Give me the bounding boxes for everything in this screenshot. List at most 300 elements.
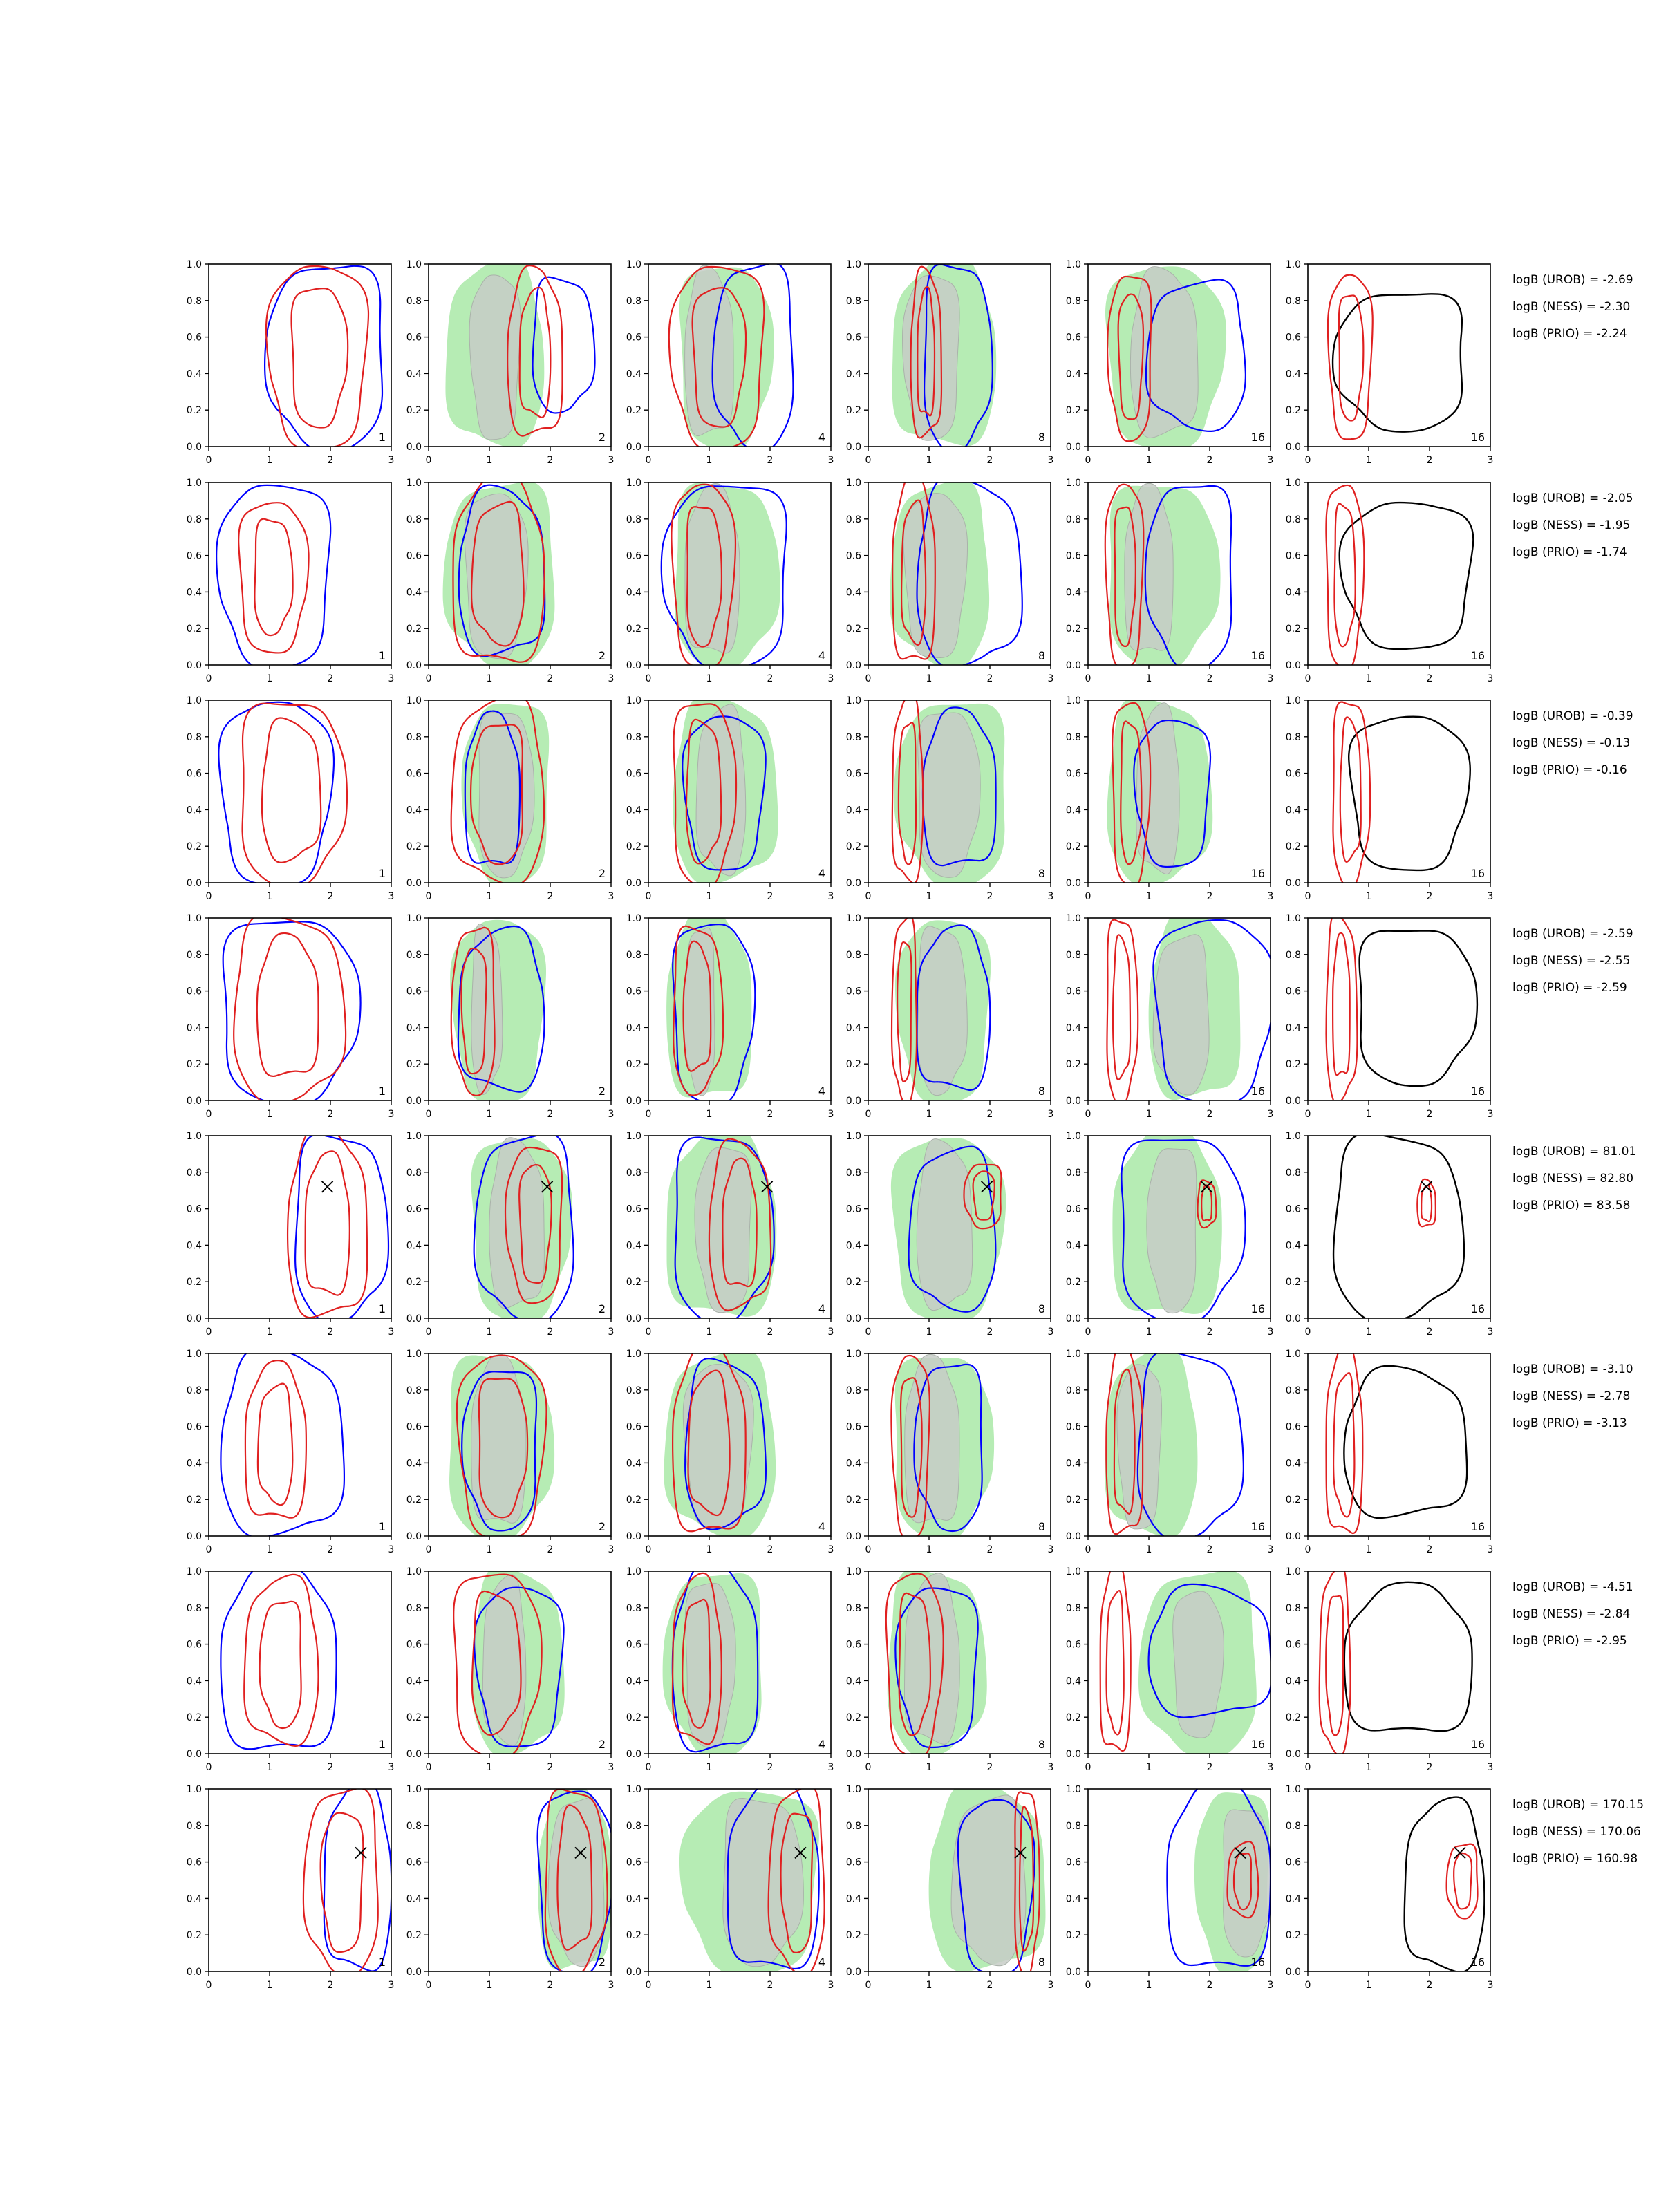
y-tick-label: 0.8 <box>845 949 861 961</box>
x-tick-label: 1 <box>706 1327 713 1338</box>
y-tick-label: 0.2 <box>1065 841 1081 853</box>
x-tick-label: 3 <box>388 1109 395 1120</box>
y-tick-label: 0.2 <box>1065 1930 1081 1942</box>
subplot-r1-c1 <box>187 259 395 466</box>
column-number: 2 <box>598 1520 606 1533</box>
y-tick-label: 0.6 <box>1065 1639 1081 1651</box>
y-tick-label: 0.6 <box>1065 332 1081 344</box>
y-tick-label: 1.0 <box>1065 1131 1081 1142</box>
x-tick-label: 2 <box>547 1762 554 1773</box>
x-tick-label: 3 <box>1487 891 1494 902</box>
x-tick-label: 2 <box>327 673 334 684</box>
y-tick-label: 0.4 <box>1285 1022 1301 1034</box>
y-tick-label: 0.2 <box>406 1277 422 1288</box>
y-tick-label: 0.4 <box>626 587 641 599</box>
column-number: 8 <box>1038 1738 1045 1751</box>
y-tick-label: 0.6 <box>406 986 422 997</box>
y-tick-label: 0.6 <box>406 1639 422 1651</box>
x-tick-label: 1 <box>1145 1762 1152 1773</box>
column-number: 1 <box>378 431 386 444</box>
y-tick-label: 0.8 <box>1065 1385 1081 1396</box>
y-tick-label: 0.2 <box>406 624 422 635</box>
y-tick-label: 0.0 <box>1285 660 1301 671</box>
x-tick-label: 3 <box>827 891 834 902</box>
y-tick-label: 0.6 <box>626 1857 641 1868</box>
y-tick-label: 0.6 <box>406 1203 422 1215</box>
y-tick-label: 0.2 <box>1065 1059 1081 1071</box>
y-tick-label: 1.0 <box>186 1566 202 1577</box>
y-tick-label: 0.2 <box>845 405 861 417</box>
y-tick-label: 1.0 <box>186 1349 202 1360</box>
subplot-r1-c3 <box>626 259 834 466</box>
red-contour-outer <box>1107 920 1138 1105</box>
x-tick-label: 2 <box>327 1327 334 1338</box>
y-tick-label: 0.2 <box>845 1059 861 1071</box>
y-tick-label: 0.0 <box>626 442 641 453</box>
y-tick-label: 1.0 <box>626 1349 641 1360</box>
column-number: 16 <box>1250 1956 1265 1969</box>
y-tick-label: 0.6 <box>845 332 861 344</box>
y-tick-label: 0.0 <box>186 1531 202 1542</box>
x-tick-label: 1 <box>266 1762 273 1773</box>
subplot-r7-c5 <box>1066 1562 1274 1773</box>
y-tick-label: 1.0 <box>186 478 202 489</box>
x-tick-label: 1 <box>486 1544 493 1555</box>
x-tick-label: 1 <box>926 1327 932 1338</box>
y-tick-label: 0.2 <box>845 1930 861 1942</box>
y-tick-label: 1.0 <box>845 1131 861 1142</box>
y-tick-label: 0.6 <box>186 1421 202 1433</box>
y-tick-label: 1.0 <box>1285 1131 1301 1142</box>
x-tick-label: 1 <box>486 673 493 684</box>
y-tick-label: 0.8 <box>1065 1820 1081 1832</box>
column-number: 16 <box>1470 867 1485 880</box>
y-tick-label: 0.0 <box>186 878 202 889</box>
x-tick-label: 3 <box>827 1544 834 1555</box>
x-tick-label: 1 <box>266 1109 273 1120</box>
x-tick-label: 3 <box>1047 673 1054 684</box>
plot-area <box>218 702 347 888</box>
logb-stat: logB (UROB) = -0.39 <box>1512 709 1633 723</box>
x-tick-label: 3 <box>1487 1544 1494 1555</box>
y-tick-label: 0.4 <box>626 805 641 816</box>
y-tick-label: 0.6 <box>186 986 202 997</box>
x-tick-label: 2 <box>1426 1544 1433 1555</box>
y-tick-label: 0.8 <box>1065 1602 1081 1614</box>
y-tick-label: 0.0 <box>626 1313 641 1324</box>
subplot-r8-c6 <box>1286 1784 1494 1991</box>
y-tick-label: 0.2 <box>1285 405 1301 417</box>
plot-area <box>1107 697 1212 887</box>
y-tick-label: 0.8 <box>406 731 422 743</box>
x-tick-label: 0 <box>1304 1762 1311 1773</box>
y-tick-label: 0.6 <box>1285 1857 1301 1868</box>
x-tick-label: 2 <box>1206 1762 1213 1773</box>
subplot-r3-c3 <box>626 695 834 902</box>
x-tick-label: 1 <box>1145 1109 1152 1120</box>
column-number: 1 <box>378 1302 386 1315</box>
black-contour <box>1360 930 1477 1086</box>
plot-area <box>891 1138 1006 1321</box>
logb-stat: logB (NESS) = 170.06 <box>1512 1825 1641 1839</box>
subplot-r8-c1 <box>187 1781 395 1991</box>
subplot-r5-c1 <box>187 1127 395 1338</box>
y-tick-label: 0.6 <box>626 1421 641 1433</box>
y-tick-label: 1.0 <box>626 1784 641 1795</box>
logb-stat: logB (PRIO) = 160.98 <box>1512 1852 1638 1866</box>
x-tick-label: 0 <box>865 1109 872 1120</box>
subplot-r2-c1 <box>187 478 395 684</box>
plot-area <box>1326 485 1473 668</box>
y-tick-label: 0.2 <box>186 1494 202 1506</box>
plot-area <box>664 1344 776 1539</box>
column-number: 8 <box>1038 867 1045 880</box>
y-tick-label: 0.4 <box>1285 1240 1301 1252</box>
x-tick-label: 2 <box>1426 1980 1433 1991</box>
subplot-r5-c5 <box>1066 1127 1274 1338</box>
y-tick-label: 0.4 <box>1285 1676 1301 1687</box>
x-tick-label: 2 <box>767 1327 774 1338</box>
logb-stat: logB (NESS) = 82.80 <box>1512 1172 1634 1185</box>
logb-stat: logB (NESS) = -2.55 <box>1512 954 1631 968</box>
x-tick-label: 0 <box>1085 1544 1091 1555</box>
y-tick-label: 0.4 <box>1285 805 1301 816</box>
y-tick-label: 1.0 <box>845 695 861 706</box>
x-tick-label: 2 <box>547 1544 554 1555</box>
y-tick-label: 0.0 <box>406 1096 422 1107</box>
plot-area <box>679 1780 825 1975</box>
column-number: 16 <box>1470 1085 1485 1098</box>
y-tick-label: 0.0 <box>406 442 422 453</box>
y-tick-label: 1.0 <box>1285 1566 1301 1577</box>
plot-area <box>288 1127 388 1322</box>
column-number: 2 <box>598 867 606 880</box>
x-tick-label: 2 <box>986 891 993 902</box>
logb-stat: logB (UROB) = -2.59 <box>1512 927 1633 941</box>
x-tick-label: 0 <box>425 891 432 902</box>
y-tick-label: 0.2 <box>1285 1494 1301 1506</box>
x-tick-label: 2 <box>986 1980 993 1991</box>
y-tick-label: 0.4 <box>406 805 422 816</box>
x-tick-label: 1 <box>706 891 713 902</box>
x-tick-label: 3 <box>388 673 395 684</box>
y-tick-label: 0.2 <box>406 405 422 417</box>
x-tick-label: 0 <box>425 673 432 684</box>
plot-area <box>1333 702 1470 888</box>
x-tick-label: 1 <box>486 1327 493 1338</box>
logb-stat: logB (PRIO) = -3.13 <box>1512 1416 1627 1430</box>
y-tick-label: 0.2 <box>406 1059 422 1071</box>
y-tick-label: 0.2 <box>1065 405 1081 417</box>
x-tick-label: 3 <box>388 891 395 902</box>
y-tick-label: 0.0 <box>845 442 861 453</box>
plot-area <box>221 1562 336 1749</box>
subplot-r5-c2 <box>406 1131 615 1338</box>
column-number: 1 <box>378 1956 386 1969</box>
y-tick-label: 0.8 <box>1285 1385 1301 1396</box>
x-tick-label: 1 <box>926 891 932 902</box>
x-tick-label: 3 <box>388 1980 395 1991</box>
axes-frame <box>1308 1353 1490 1536</box>
y-tick-label: 1.0 <box>186 695 202 706</box>
x-tick-label: 3 <box>827 673 834 684</box>
plot-area <box>1405 1797 1485 1972</box>
y-tick-label: 0.0 <box>186 1313 202 1324</box>
x-tick-label: 1 <box>486 891 493 902</box>
subplot-r1-c6 <box>1286 259 1494 466</box>
x-tick-label: 1 <box>1365 1109 1372 1120</box>
subplot-r5-c6 <box>1286 1131 1494 1338</box>
plot-area <box>892 256 997 451</box>
x-tick-label: 3 <box>1267 891 1274 902</box>
column-number: 8 <box>1038 1520 1045 1533</box>
y-tick-label: 1.0 <box>626 1131 641 1142</box>
blue-contour <box>324 1781 391 1971</box>
x-tick-label: 0 <box>645 891 652 902</box>
y-tick-label: 0.4 <box>406 1893 422 1905</box>
x-tick-label: 3 <box>1047 1544 1054 1555</box>
x-tick-label: 0 <box>1085 1327 1091 1338</box>
logb-stat: logB (UROB) = -2.69 <box>1512 273 1633 287</box>
black-contour <box>1344 1582 1472 1731</box>
x-tick-label: 0 <box>645 1327 652 1338</box>
y-tick-label: 0.8 <box>1065 514 1081 525</box>
x-tick-label: 0 <box>425 1980 432 1991</box>
axes-frame <box>1308 1571 1490 1754</box>
logb-stat: logB (NESS) = -2.78 <box>1512 1389 1631 1403</box>
x-tick-label: 3 <box>827 1109 834 1120</box>
y-tick-label: 1.0 <box>845 1566 861 1577</box>
x-tick-label: 0 <box>865 891 872 902</box>
y-tick-label: 0.0 <box>1065 1749 1081 1760</box>
subplot-r8-c5 <box>1066 1780 1274 1991</box>
plot-area <box>216 485 330 668</box>
plot-area <box>1105 266 1246 449</box>
plot-area <box>892 693 1005 887</box>
y-tick-label: 0.8 <box>1285 1602 1301 1614</box>
column-number: 1 <box>378 1520 386 1533</box>
y-tick-label: 0.4 <box>845 1676 861 1687</box>
x-tick-label: 3 <box>608 1327 615 1338</box>
subplot-r3-c6 <box>1286 695 1494 902</box>
x-tick-label: 1 <box>1365 1544 1372 1555</box>
y-tick-label: 1.0 <box>406 1784 422 1795</box>
plot-area <box>1100 1562 1272 1758</box>
y-tick-label: 0.0 <box>845 1967 861 1978</box>
column-number: 1 <box>378 1085 386 1098</box>
y-tick-label: 0.0 <box>626 1967 641 1978</box>
red-contour-inner <box>262 718 321 862</box>
subplot-r6-c5 <box>1066 1345 1274 1555</box>
red-contour-inner <box>257 933 319 1076</box>
y-tick-label: 0.6 <box>626 1639 641 1651</box>
y-tick-label: 0.6 <box>406 550 422 562</box>
y-tick-label: 0.8 <box>1285 295 1301 307</box>
x-tick-label: 1 <box>1145 1327 1152 1338</box>
axes-frame <box>209 1789 391 1971</box>
y-tick-label: 0.6 <box>626 768 641 780</box>
x-tick-label: 1 <box>926 1762 932 1773</box>
subplot-r6-c1 <box>187 1347 395 1555</box>
x-tick-label: 3 <box>1267 1980 1274 1991</box>
y-tick-label: 0.4 <box>1065 1240 1081 1252</box>
x-tick-label: 0 <box>1304 1109 1311 1120</box>
column-number: 16 <box>1250 1085 1265 1098</box>
x-tick-label: 1 <box>926 1980 932 1991</box>
x-tick-label: 2 <box>767 1109 774 1120</box>
x-tick-label: 1 <box>486 1762 493 1773</box>
plot-area <box>1107 910 1275 1105</box>
y-tick-label: 0.2 <box>626 1059 641 1071</box>
x-tick-label: 1 <box>926 1109 932 1120</box>
y-tick-label: 1.0 <box>1065 1349 1081 1360</box>
black-contour <box>1333 1133 1464 1322</box>
y-tick-label: 0.4 <box>406 1676 422 1687</box>
subplot-r4-c4 <box>846 913 1054 1120</box>
y-tick-label: 0.4 <box>845 1893 861 1905</box>
x-tick-label: 1 <box>266 1980 273 1991</box>
x-tick-label: 3 <box>1267 1109 1274 1120</box>
x-tick-label: 2 <box>767 1980 774 1991</box>
x-tick-label: 3 <box>608 1109 615 1120</box>
plot-area <box>1320 1566 1472 1756</box>
y-tick-label: 1.0 <box>406 478 422 489</box>
y-tick-label: 1.0 <box>1065 259 1081 270</box>
x-tick-label: 0 <box>205 1980 212 1991</box>
red-contour-outer <box>245 1360 306 1518</box>
y-tick-label: 0.8 <box>845 514 861 525</box>
column-number: 2 <box>598 1956 606 1969</box>
column-number: 8 <box>1038 1085 1045 1098</box>
y-tick-label: 1.0 <box>1285 259 1301 270</box>
logb-stat: logB (UROB) = -4.51 <box>1512 1580 1633 1594</box>
y-tick-label: 0.8 <box>186 1385 202 1396</box>
y-tick-label: 0.4 <box>186 587 202 599</box>
x-tick-label: 0 <box>645 1980 652 1991</box>
x-tick-label: 1 <box>706 1109 713 1120</box>
y-tick-label: 0.6 <box>845 1639 861 1651</box>
y-tick-label: 0.4 <box>626 1893 641 1905</box>
logb-stat: logB (PRIO) = 83.58 <box>1512 1199 1631 1212</box>
subplot-r8-c3 <box>626 1780 834 1991</box>
y-tick-label: 0.8 <box>406 1820 422 1832</box>
column-number: 2 <box>598 431 606 444</box>
x-tick-label: 1 <box>266 891 273 902</box>
y-tick-label: 0.6 <box>845 986 861 997</box>
subplot-r6-c2 <box>406 1349 615 1555</box>
y-tick-label: 1.0 <box>186 913 202 924</box>
x-tick-label: 3 <box>1487 455 1494 466</box>
x-tick-label: 0 <box>1085 673 1091 684</box>
red-contour-inner <box>254 519 292 635</box>
red-contour-inner <box>1113 935 1130 1080</box>
y-tick-label: 0.8 <box>845 1602 861 1614</box>
y-tick-label: 0.8 <box>186 731 202 743</box>
x-tick-label: 3 <box>1267 1762 1274 1773</box>
y-tick-label: 0.6 <box>406 332 422 344</box>
gray-region <box>1130 267 1198 438</box>
y-tick-label: 1.0 <box>1065 1566 1081 1577</box>
plot-area <box>1105 483 1232 670</box>
column-number: 8 <box>1038 649 1045 662</box>
y-tick-label: 0.0 <box>845 878 861 889</box>
x-tick-label: 3 <box>1047 1109 1054 1120</box>
x-tick-label: 2 <box>327 1980 334 1991</box>
y-tick-label: 0.8 <box>626 295 641 307</box>
x-tick-label: 1 <box>1145 1544 1152 1555</box>
x-tick-label: 2 <box>1426 673 1433 684</box>
column-number: 16 <box>1470 1738 1485 1751</box>
x-tick-label: 0 <box>425 1109 432 1120</box>
plot-area <box>669 263 794 451</box>
y-tick-label: 0.0 <box>1065 1967 1081 1978</box>
logb-stat: logB (UROB) = -3.10 <box>1512 1362 1633 1376</box>
logb-stat: logB (PRIO) = -2.95 <box>1512 1634 1627 1648</box>
x-tick-label: 0 <box>645 1762 652 1773</box>
plot-area <box>265 266 382 451</box>
x-tick-label: 3 <box>1047 891 1054 902</box>
y-tick-label: 0.0 <box>1285 878 1301 889</box>
y-tick-label: 0.8 <box>186 514 202 525</box>
x-tick-label: 1 <box>1365 1980 1372 1991</box>
y-tick-label: 0.2 <box>186 624 202 635</box>
axes-frame <box>209 700 391 883</box>
red-contour-outer <box>1327 913 1358 1103</box>
subplot-r5-c4 <box>846 1131 1054 1338</box>
y-tick-label: 0.6 <box>1065 1857 1081 1868</box>
x-tick-label: 3 <box>388 1544 395 1555</box>
y-tick-label: 0.2 <box>626 1712 641 1724</box>
subplot-r4-c2 <box>406 913 615 1120</box>
plot-area <box>450 920 546 1103</box>
column-number: 1 <box>378 649 386 662</box>
x-tick-label: 2 <box>767 673 774 684</box>
y-tick-label: 0.0 <box>406 1967 422 1978</box>
y-tick-label: 0.8 <box>845 1167 861 1179</box>
y-tick-label: 0.8 <box>1065 949 1081 961</box>
plot-area <box>1327 1344 1468 1533</box>
x-tick-label: 3 <box>608 1980 615 1991</box>
y-tick-label: 0.4 <box>626 1458 641 1470</box>
y-tick-label: 0.0 <box>845 1749 861 1760</box>
y-tick-label: 0.0 <box>186 1749 202 1760</box>
y-tick-label: 1.0 <box>845 1349 861 1360</box>
y-tick-label: 0.8 <box>626 949 641 961</box>
y-tick-label: 0.8 <box>1285 731 1301 743</box>
y-tick-label: 0.4 <box>186 1893 202 1905</box>
y-tick-label: 0.4 <box>406 368 422 380</box>
y-tick-label: 0.2 <box>406 1712 422 1724</box>
y-tick-label: 0.4 <box>186 1022 202 1034</box>
x-tick-label: 0 <box>205 1762 212 1773</box>
y-tick-label: 0.2 <box>845 841 861 853</box>
y-tick-label: 0.6 <box>186 1203 202 1215</box>
x-tick-label: 0 <box>205 1544 212 1555</box>
logb-stat: logB (NESS) = -2.84 <box>1512 1607 1631 1621</box>
x-tick-label: 2 <box>327 1762 334 1773</box>
x-tick-label: 0 <box>205 1327 212 1338</box>
x-tick-label: 0 <box>1085 1980 1091 1991</box>
column-number: 16 <box>1250 1520 1265 1533</box>
red-contour-inner <box>1340 717 1361 862</box>
y-tick-label: 0.4 <box>845 1022 861 1034</box>
y-tick-label: 0.2 <box>1065 1277 1081 1288</box>
plot-area <box>1328 275 1462 440</box>
y-tick-label: 0.0 <box>626 1096 641 1107</box>
y-tick-label: 0.2 <box>845 1712 861 1724</box>
y-tick-label: 0.6 <box>1065 550 1081 562</box>
x-tick-label: 1 <box>706 1762 713 1773</box>
